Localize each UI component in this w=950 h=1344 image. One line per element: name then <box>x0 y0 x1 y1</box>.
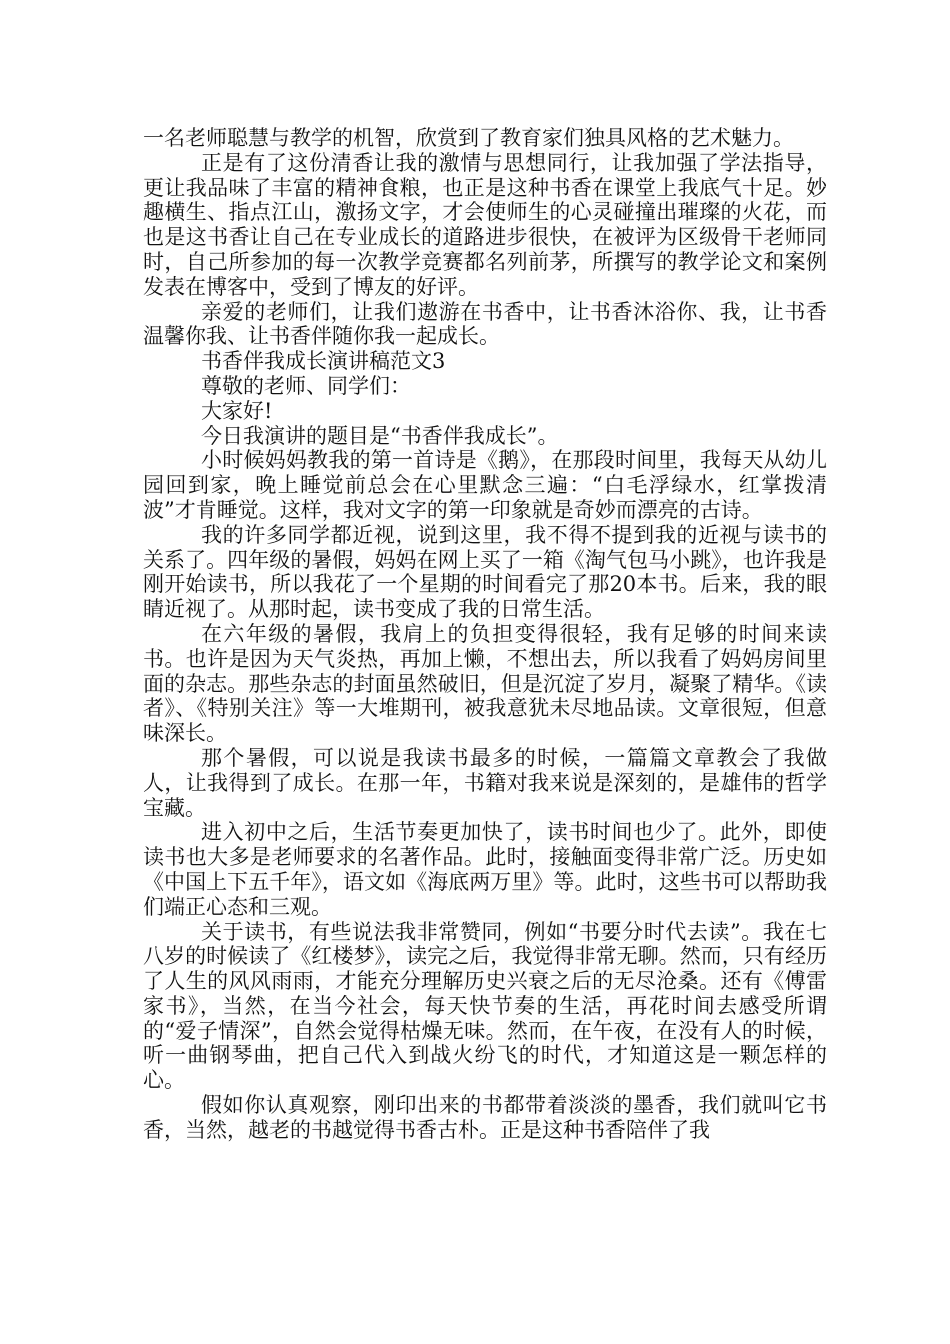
paragraph: 小时候妈妈教我的第一首诗是《鹅》，在那段时间里，我每天从幼儿园回到家，晚上睡觉前总会在心里默念三遍：“白毛浮绿水，红掌拨清波”才肯睡觉。这样，我对文字的第一印象就是奇妙而漂亮的古诗。 <box>143 448 827 522</box>
paragraph: 正是有了这份清香让我的激情与思想同行，让我加强了学法指导，更让我品味了丰富的精神食粮，也正是这种书香在课堂上我底气十足。妙趣横生、指点江山，激扬文字，才会使师生的心灵碰撞出璀璨的火花，而也是这书香让自己在专业成长的道路进步很快，在被评为区级骨干老师同时，自己所参加的每一次教学竞赛都名列前茅，所撰写的教学论文和案例发表在博客中，受到了博友的好评。 <box>143 150 827 299</box>
paragraph: 我的许多同学都近视，说到这里，我不得不提到我的近视与读书的关系了。四年级的暑假，妈妈在网上买了一箱《淘气包马小跳》，也许我是刚开始读书，所以我花了一个星期的时间看完了那20本书。后来，我的眼睛近视了。从那时起，读书变成了我的日常生活。 <box>143 522 827 622</box>
paragraph: 今日我演讲的题目是“书香伴我成长”。 <box>201 423 559 448</box>
salutation: 尊敬的老师、同学们： <box>201 373 411 398</box>
document-body <box>143 126 827 1143</box>
paragraph: 在六年级的暑假，我肩上的负担变得很轻，我有足够的时间来读书。也许是因为天气炎热，再加上懒，不想出去，所以我看了妈妈房间里面的杂志。那些杂志的封面虽然破旧，但是沉淀了岁月，凝聚了精华。《读者》、《特别关注》等一大堆期刊，被我意犹未尽地品读。文章很短，但意味深长。 <box>143 621 827 746</box>
paragraph: 进入初中之后，生活节奏更加快了，读书时间也少了。此外，即使读书也大多是老师要求的名著作品。此时，接触面变得非常广泛。历史如《中国上下五千年》，语文如《海底两万里》等。此时，这些书可以帮助我们端正心态和三观。 <box>143 820 827 919</box>
paragraph: 一名老师聪慧与教学的机智，欣赏到了教育家们独具风格的艺术魅力。 <box>143 126 794 150</box>
paragraph: 那个暑假，可以说是我读书最多的时候，一篇篇文章教会了我做人，让我得到了成长。在那一年，书籍对我来说是深刻的，是雄伟的哲学宝藏。 <box>143 745 827 820</box>
paragraph: 关于读书，有些说法我非常赞同，例如“书要分时代去读”。我在七八岁的时候读了《红楼梦》，读完之后，我觉得非常无聊。然而，只有经历了人生的风风雨雨，才能充分理解历史兴衰之后的无尽沧桑。还有《傅雷家书》，当然，在当今社会，每天快节奏的生活，再花时间去感受所谓的“爱子情深”，自然会觉得枯燥无味。然而，在午夜，在没有人的时候，听一曲钢琴曲，把自己代入到战火纷飞的时代，才知道这是一颗怎样的心。 <box>143 919 827 1093</box>
paragraph: 假如你认真观察，刚印出来的书都带着淡淡的墨香，我们就叫它书香，当然，越老的书越觉得书香古朴。正是这种书香陪伴了我 <box>143 1093 827 1142</box>
section-heading: 书香伴我成长演讲稿范文3 <box>201 349 446 374</box>
greeting: 大家好! <box>201 398 273 423</box>
paragraph: 亲爱的老师们，让我们遨游在书香中，让书香沐浴你、我，让书香温馨你我、让书香伴随你我一起成长。 <box>143 299 827 349</box>
